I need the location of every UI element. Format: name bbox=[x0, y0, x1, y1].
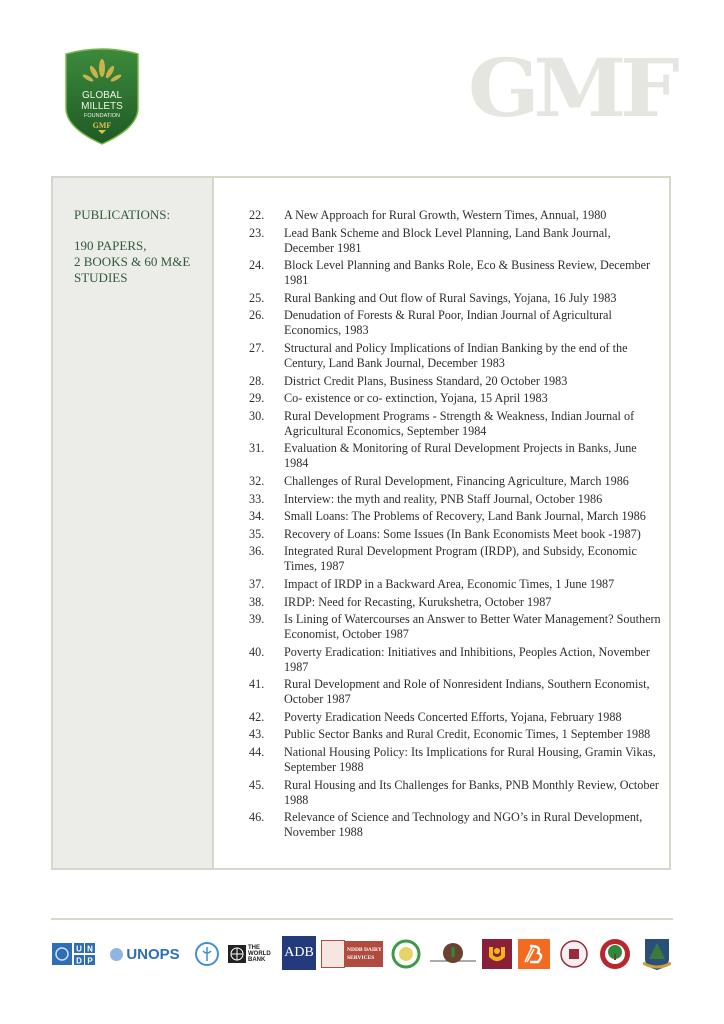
publication-number: 41. bbox=[249, 677, 265, 692]
publication-title: Poverty Eradication Needs Concerted Efforts, Yojana, February 1988 bbox=[284, 709, 622, 724]
publication-item bbox=[249, 208, 669, 223]
publication-title: IRDP: Need for Recasting, Kurukshetra, October 1987 bbox=[284, 594, 552, 609]
publication-title: Rural Development and Role of Nonresident Indians, Southern Economist, October 1987 bbox=[284, 677, 650, 707]
nddb-label: NDDB DAIRY SERVICES bbox=[345, 941, 383, 967]
publication-number: 33. bbox=[249, 491, 265, 506]
publication-number: 22. bbox=[249, 208, 265, 222]
publication-title: District Credit Plans, Business Standard, 20 October 1983 bbox=[284, 373, 568, 388]
sidebar bbox=[53, 178, 214, 868]
nddb-logo bbox=[320, 939, 384, 969]
pnb-logo bbox=[482, 939, 512, 969]
publication-item bbox=[249, 544, 669, 574]
publication-item bbox=[249, 341, 669, 371]
svg-text:U: U bbox=[76, 944, 82, 954]
logo-line3: FOUNDATION bbox=[84, 113, 120, 119]
publication-item bbox=[249, 308, 669, 338]
publication-number: 40. bbox=[249, 644, 265, 659]
world-bank-logo bbox=[226, 936, 278, 972]
publication-number: 35. bbox=[249, 526, 265, 541]
university-crest-logo bbox=[640, 936, 674, 972]
publication-item bbox=[249, 509, 669, 524]
publication-number: 42. bbox=[249, 709, 265, 724]
publication-item bbox=[249, 527, 669, 542]
publication-title: Lead Bank Scheme and Block Level Planning, Land Bank Journal, December 1981 bbox=[284, 225, 611, 255]
publication-title: Relevance of Science and Technology and NGO’s in Rural Development, November 1988 bbox=[284, 810, 643, 840]
rwanda-seal-logo bbox=[390, 936, 422, 972]
publication-title: Impact of IRDP in a Backward Area, Economic Times, 1 June 1987 bbox=[284, 576, 615, 591]
publication-number: 37. bbox=[249, 576, 265, 591]
publication-item bbox=[249, 441, 669, 471]
publication-list bbox=[249, 208, 669, 843]
svg-text:D: D bbox=[76, 956, 82, 965]
partner-logos bbox=[52, 936, 674, 976]
publication-item bbox=[249, 409, 669, 439]
publication-title: Evaluation & Monitoring of Rural Development Projects in Banks, June 1984 bbox=[284, 441, 637, 471]
publication-title: National Housing Policy: Its Implications for Rural Housing, Gramin Vikas, September 1988 bbox=[284, 745, 656, 775]
publication-title: Integrated Rural Development Program (IRDP), and Subsidy, Economic Times, 1987 bbox=[284, 544, 637, 574]
adb-logo bbox=[282, 936, 316, 970]
dairy-college-seal-logo bbox=[558, 936, 590, 972]
publication-title: Interview: the myth and reality, PNB Staff Journal, October 1986 bbox=[284, 491, 603, 506]
publication-number: 26. bbox=[249, 308, 265, 323]
publication-number: 23. bbox=[249, 225, 265, 240]
publication-item bbox=[249, 374, 669, 389]
publication-title: Rural Banking and Out flow of Rural Savings, Yojana, 16 July 1983 bbox=[284, 290, 617, 305]
svg-text:P: P bbox=[87, 956, 93, 965]
publication-number: 36. bbox=[249, 544, 265, 559]
publication-title: A New Approach for Rural Growth, Western Times, Annual, 1980 bbox=[284, 208, 607, 222]
fao-logo bbox=[194, 936, 220, 972]
publications-panel bbox=[51, 176, 671, 870]
publication-item bbox=[249, 577, 669, 592]
publication-item bbox=[249, 612, 669, 642]
publication-item bbox=[249, 492, 669, 507]
publication-title: Denudation of Forests & Rural Poor, Indian Journal of Agricultural Economics, 1983 bbox=[284, 308, 612, 338]
logo-line2: MILLETS bbox=[81, 101, 123, 112]
publication-stats: 190 PAPERS, 2 BOOKS & 60 M&E STUDIES bbox=[74, 238, 191, 285]
publication-number: 24. bbox=[249, 258, 265, 273]
publication-number: 46. bbox=[249, 810, 265, 825]
publication-title: Structural and Policy Implications of Indian Banking by the end of the Century, Land Bank Journal, December 1983 bbox=[284, 340, 628, 370]
publication-item bbox=[249, 595, 669, 610]
publication-title: Block Level Planning and Banks Role, Eco & Business Review, December 1981 bbox=[284, 258, 651, 288]
logo-badge: GMF bbox=[92, 121, 112, 130]
publication-item bbox=[249, 645, 669, 675]
publication-number: 44. bbox=[249, 745, 265, 760]
publication-number: 38. bbox=[249, 594, 265, 609]
publication-number: 27. bbox=[249, 340, 265, 355]
publication-number: 39. bbox=[249, 612, 265, 627]
png-emblem-logo bbox=[428, 936, 478, 972]
publication-item bbox=[249, 710, 669, 725]
global-millets-foundation-logo bbox=[62, 46, 142, 146]
bank-of-baroda-logo bbox=[518, 939, 550, 969]
publication-item bbox=[249, 810, 669, 840]
sidebar-heading: PUBLICATIONS: bbox=[74, 207, 171, 222]
unops-label: UNOPS bbox=[126, 945, 180, 963]
publication-item bbox=[249, 745, 669, 775]
undp-logo bbox=[52, 936, 96, 972]
publication-item bbox=[249, 677, 669, 707]
adb-label: ADB bbox=[284, 945, 314, 960]
publication-number: 32. bbox=[249, 473, 265, 488]
publication-item bbox=[249, 727, 669, 742]
publication-number: 25. bbox=[249, 290, 265, 305]
publication-title: Challenges of Rural Development, Financing Agriculture, March 1986 bbox=[284, 473, 629, 488]
publication-number: 30. bbox=[249, 408, 265, 423]
publication-number: 31. bbox=[249, 441, 265, 456]
publication-number: 29. bbox=[249, 391, 265, 406]
gmf-watermark: GMF bbox=[468, 41, 674, 135]
publication-item bbox=[249, 391, 669, 406]
publication-item bbox=[249, 474, 669, 489]
logo-line1: GLOBAL bbox=[81, 90, 123, 101]
publication-title: Small Loans: The Problems of Recovery, Land Bank Journal, March 1986 bbox=[284, 509, 646, 524]
publication-title: Poverty Eradication: Initiatives and Inhibitions, Peoples Action, November 1987 bbox=[284, 644, 650, 674]
publication-title: Rural Development Programs - Strength & Weakness, Indian Journal of Agricultural Economics, September 1984 bbox=[284, 408, 635, 438]
publication-title: Recovery of Loans: Some Issues (In Bank Economists Meet book -1987) bbox=[284, 526, 641, 541]
publication-item bbox=[249, 778, 669, 808]
publication-number: 43. bbox=[249, 727, 265, 742]
publication-item bbox=[249, 258, 669, 288]
publication-item bbox=[249, 291, 669, 306]
world-bank-label: THE WORLD BANK bbox=[248, 945, 271, 963]
publication-number: 45. bbox=[249, 777, 265, 792]
footer-divider bbox=[51, 918, 673, 920]
unops-logo bbox=[104, 936, 186, 972]
publication-title: Co- existence or co- extinction, Yojana, 15 April 1983 bbox=[284, 391, 548, 406]
publication-number: 34. bbox=[249, 509, 265, 524]
svg-text:N: N bbox=[87, 944, 93, 954]
publication-title: Public Sector Banks and Rural Credit, Economic Times, 1 September 1988 bbox=[284, 727, 651, 742]
publication-item bbox=[249, 226, 669, 256]
university-seal-logo bbox=[598, 936, 632, 972]
publication-number: 28. bbox=[249, 373, 265, 388]
publication-title: Is Lining of Watercourses an Answer to Better Water Management? Southern Economist, October 1987 bbox=[284, 612, 661, 642]
publication-title: Rural Housing and Its Challenges for Banks, PNB Monthly Review, October 1988 bbox=[284, 777, 659, 807]
